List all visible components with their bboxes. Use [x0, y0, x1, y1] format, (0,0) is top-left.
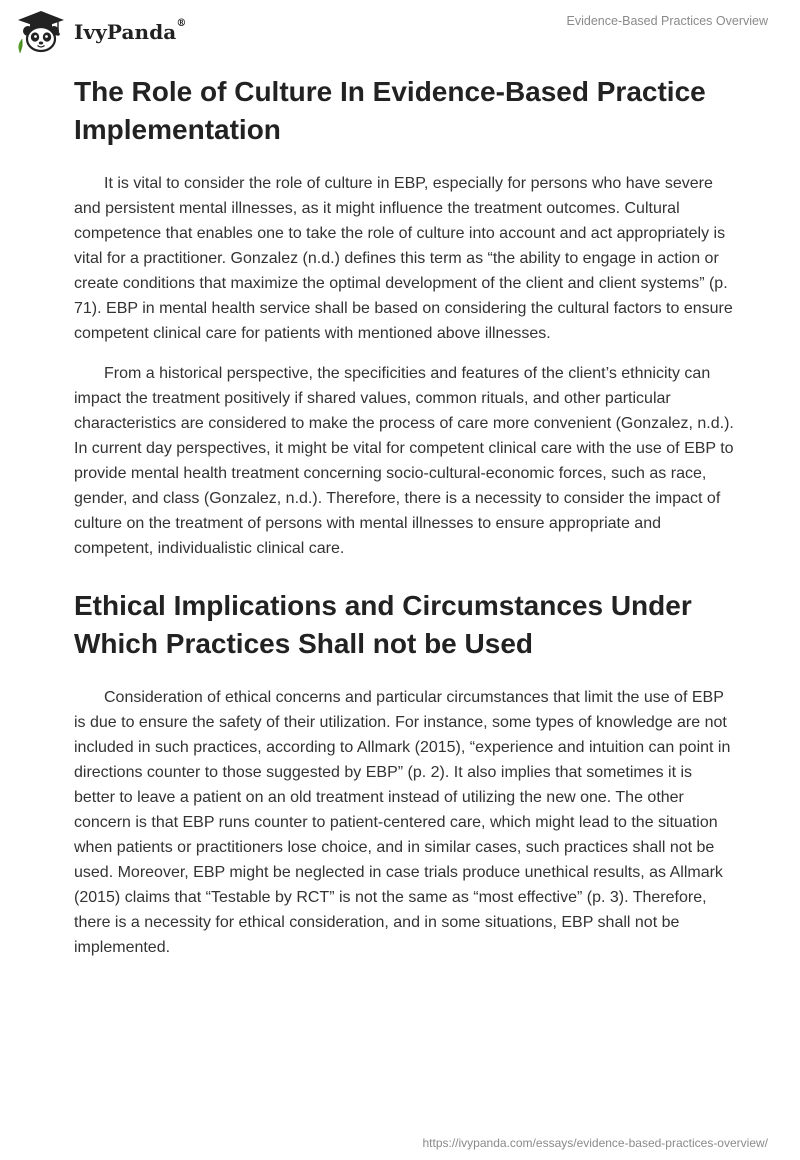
- brand-name: IvyPanda®: [74, 18, 187, 44]
- essay-content: [74, 73, 734, 975]
- document-title: Evidence-Based Practices Overview: [566, 14, 768, 28]
- paragraph: It is vital to consider the role of culture in EBP, especially for persons who have severe and persistent mental illnesses, as it might influence the treatment outcomes. Cultural competence that enables one to take the role of culture into account and act appropriately is vital for a practitioner. Gonzalez (n.d.) defines this term as “the ability to engage in action or create conditions that maximize the optimal development of the client and client systems” (p. 71). EBP in mental health service shall be based on considering the cultural factors to ensure competent clinical care for patients with mentioned above illnesses.: [74, 175, 733, 342]
- section-heading: Ethical Implications and Circumstances Under Which Practices Shall not be Used: [74, 590, 692, 659]
- source-url-link[interactable]: https://ivypanda.com/essays/evidence-based-practices-overview/: [422, 1136, 768, 1150]
- ivypanda-logo[interactable]: [14, 9, 186, 55]
- panda-graduate-icon: [14, 9, 68, 55]
- section-heading: The Role of Culture In Evidence-Based Practice Implementation: [74, 76, 706, 145]
- paragraph: Consideration of ethical concerns and particular circumstances that limit the use of EBP is due to ensure the safety of their utilization. For instance, some types of knowledge are not included in such practices, according to Allmark (2015), “experience and intuition can point in directions counter to those suggested by EBP” (p. 2). It also implies that sometimes it is better to leave a patient on an old treatment instead of utilizing the new one. The other concern is that EBP runs counter to patient-centered care, which might lead to the situation when patients or practitioners lose choice, and in similar cases, such practices shall not be used. Moreover, EBP might be neglected in case trials produce unethical results, as Allmark (2015) claims that “Testable by RCT” is not the same as “most effective” (p. 3). Therefore, there is a necessity for ethical consideration, and in some situations, EBP shall not be implemented.: [74, 689, 731, 956]
- page-header: [0, 0, 800, 64]
- paragraph: From a historical perspective, the specificities and features of the client’s ethnicity can impact the treatment positively if shared values, common rituals, and other particular characteristics are considered to make the process of care more convenient (Gonzalez, n.d.). In current day perspectives, it might be vital for competent clinical care with the use of EBP to provide mental health treatment concerning socio-cultural-economic forces, such as race, gender, and class (Gonzalez, n.d.). Therefore, there is a necessity to consider the impact of culture on the treatment of persons with mental illnesses to ensure appropriate and competent, individualistic clinical care.: [74, 365, 734, 557]
- registered-mark: ®: [176, 18, 187, 29]
